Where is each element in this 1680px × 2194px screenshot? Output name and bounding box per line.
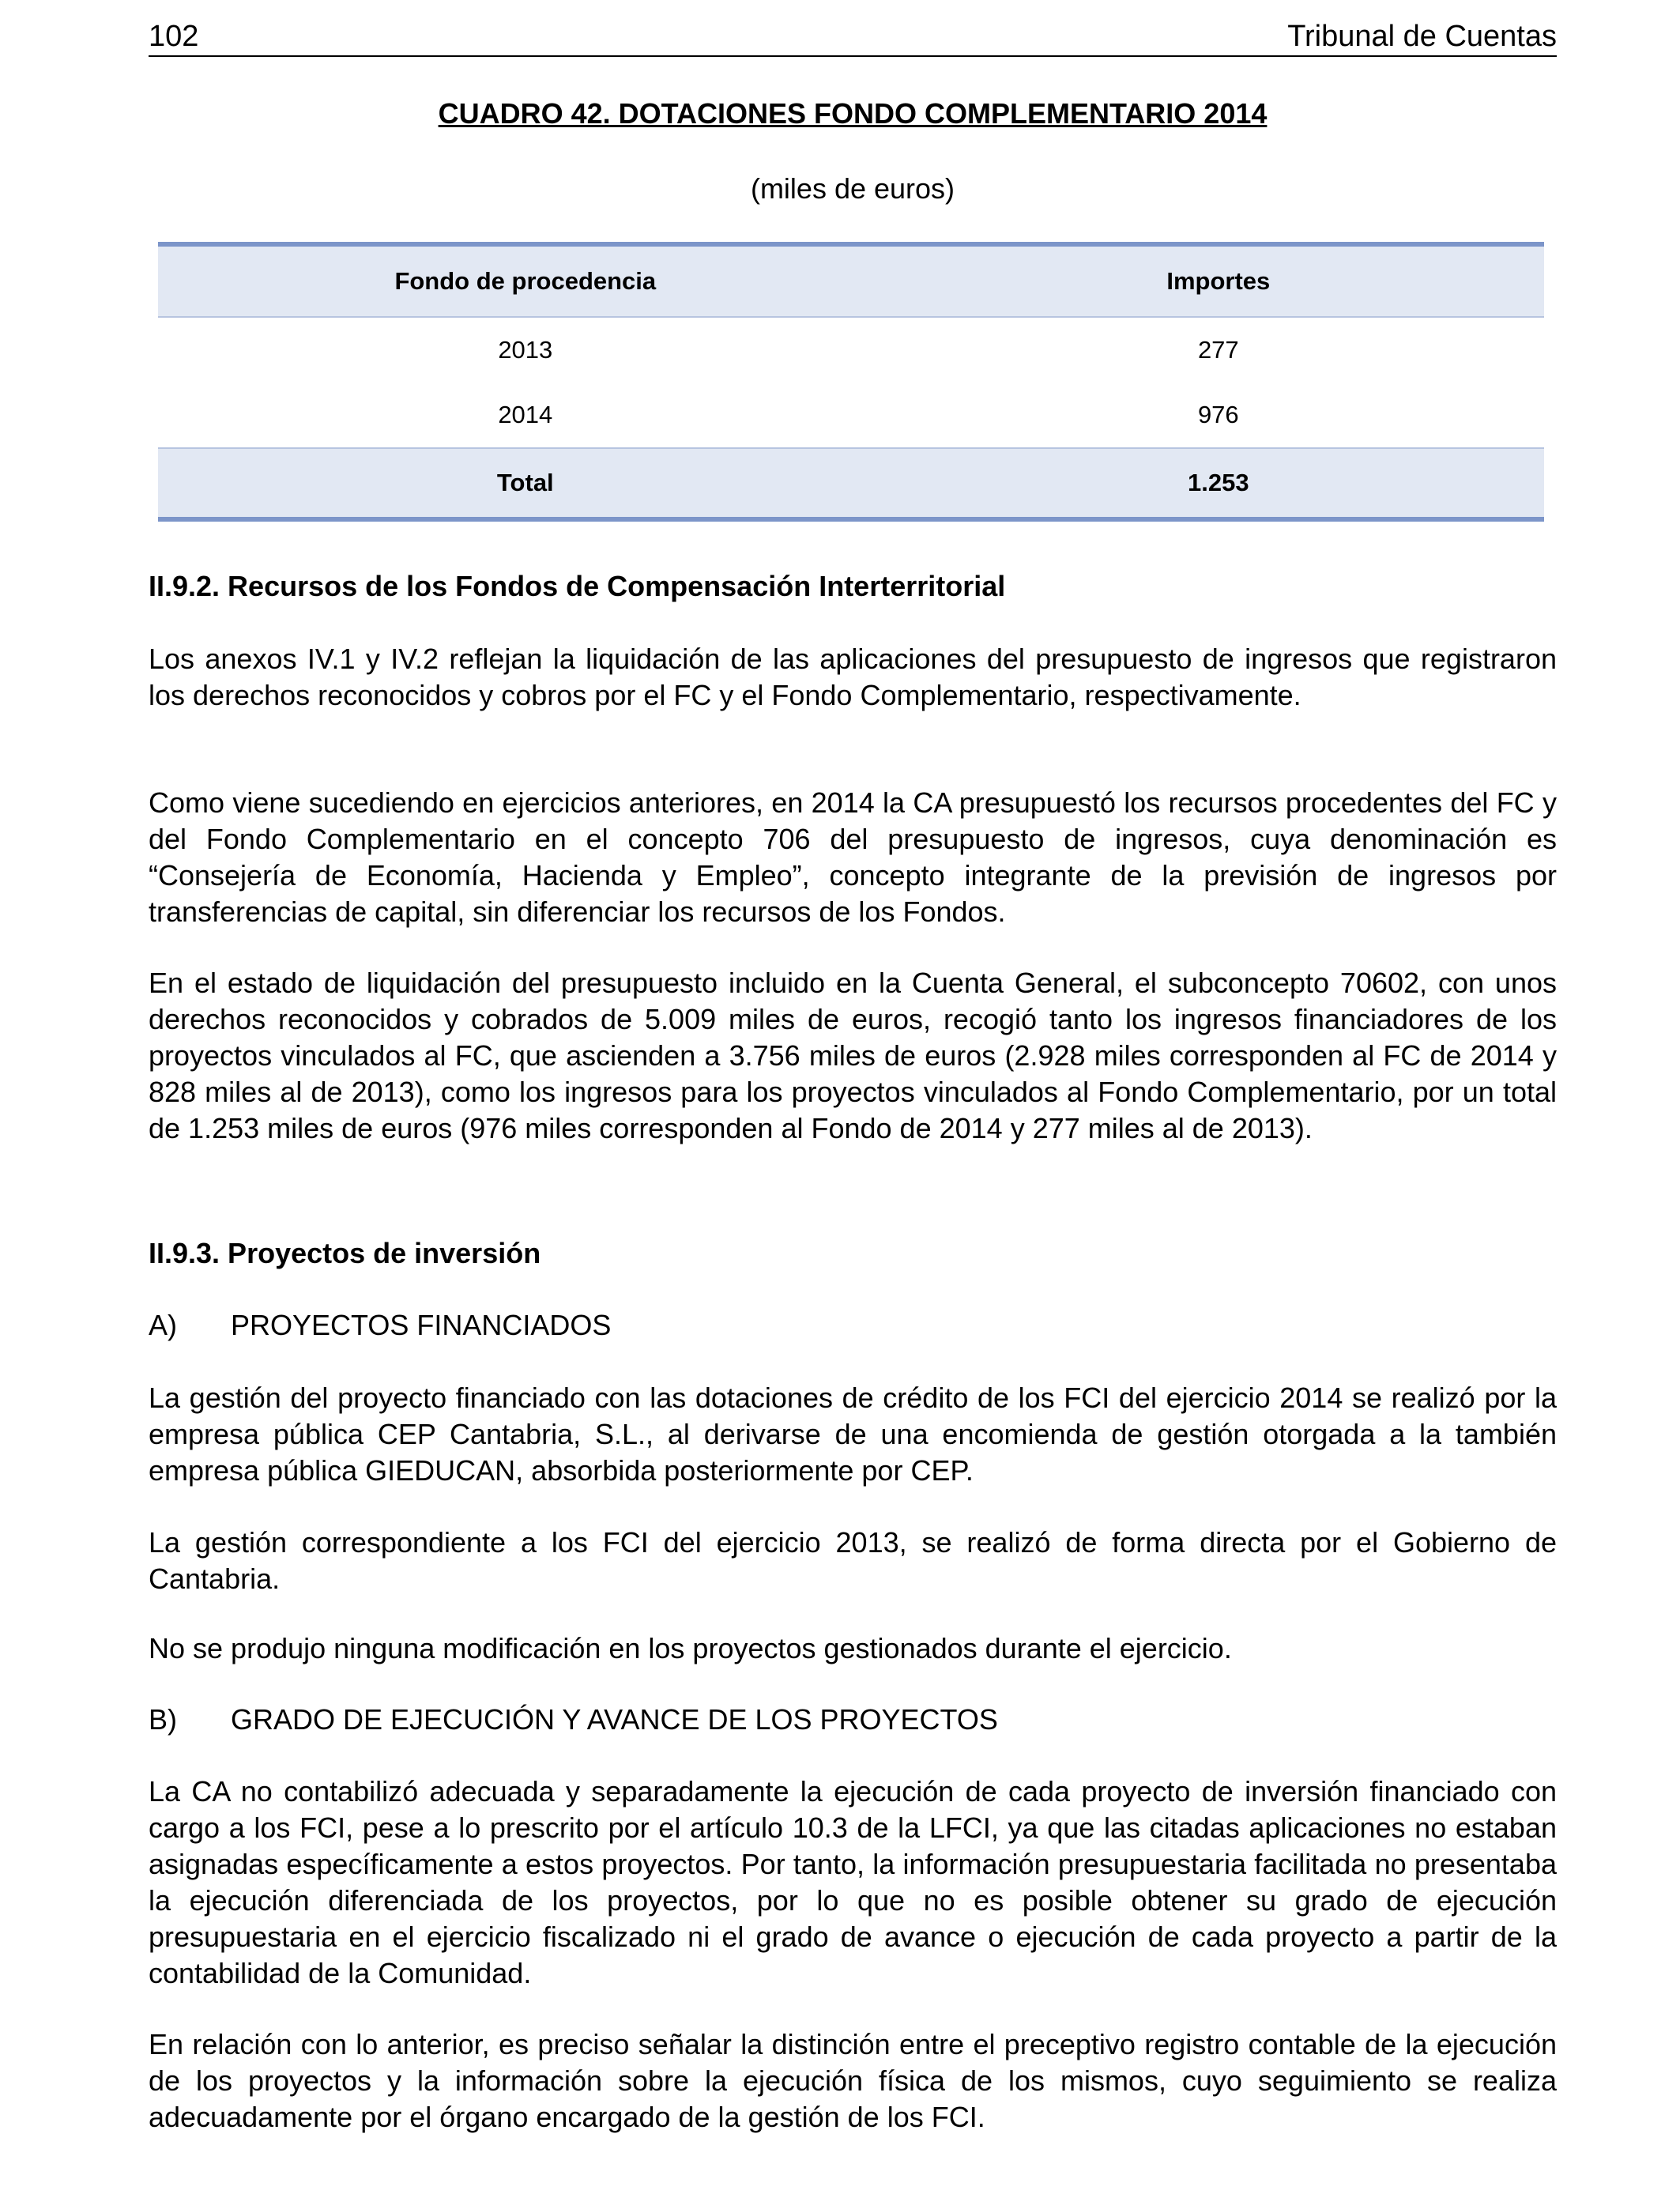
page-number: 102	[149, 20, 199, 53]
paragraph-block	[149, 1525, 1557, 1597]
cell-fondo: 2014	[498, 401, 553, 428]
table-total-row	[158, 448, 1544, 519]
paragraph-block	[149, 1774, 1557, 1992]
paragraph: En el estado de liquidación del presupuesto incluido en la Cuenta General, el subconcepto 70602, con unos derechos reconocidos y cobrados de 5.009 miles de euros, recogió tanto los ingresos financiadores de los proyectos vinculados al FC, que ascienden a 3.756 miles de euros (2.928 miles corresponden al FC de 2014 y 828 miles al de 2013), como los ingresos para los proyectos vinculados al Fondo Complementario, por un total de 1.253 miles de euros (976 miles corresponden al Fondo de 2014 y 277 miles al de 2013).	[149, 967, 1557, 1144]
cell-total-label: Total	[496, 469, 554, 496]
paragraph: Como viene sucediendo en ejercicios anteriores, en 2014 la CA presupuestó los recursos procedentes del FC y del Fondo Complementario en el concepto 706 del presupuesto de ingresos, cuya denominación es “Consejería de Economía, Hacienda y Empleo”, concepto integrante de la previsión de ingresos por transferencias de capital, sin diferenciar los recursos de los Fondos.	[149, 786, 1557, 928]
section-heading: II.9.3. Proyectos de inversión	[149, 1237, 541, 1269]
list-marker: A)	[149, 1309, 177, 1341]
cell-importe: 976	[1197, 401, 1239, 428]
table-row	[158, 383, 1544, 448]
running-title: Tribunal de Cuentas	[1287, 20, 1557, 53]
table-header-row	[158, 244, 1544, 317]
cell-total-importe: 1.253	[1188, 469, 1249, 496]
subsection-a-heading	[149, 1307, 1557, 1344]
paragraph-block	[149, 2026, 1557, 2136]
subsection-title: PROYECTOS FINANCIADOS	[231, 1309, 612, 1341]
table-units: (miles de euros)	[750, 172, 955, 205]
paragraph: La gestión del proyecto financiado con las dotaciones de crédito de los FCI del ejercicio 2014 se realizó por la empresa pública CEP Cantabria, S.L., al derivarse de una encomienda de gestión otorgada a la también empresa pública GIEDUCAN, absorbida posteriormente por CEP.	[149, 1382, 1557, 1487]
subsection-title: GRADO DE EJECUCIÓN Y AVANCE DE LOS PROYECTOS	[231, 1703, 998, 1736]
paragraph: En relación con lo anterior, es preciso señalar la distinción entre el preceptivo registro contable de la ejecución de los proyectos y la información sobre la ejecución física de los mismos, cuyo seguimiento se realiza adecuadamente por el órgano encargado de la gestión de los FCI.	[149, 2028, 1557, 2133]
cell-importe: 277	[1197, 336, 1239, 364]
section-292-heading-block	[149, 568, 1557, 605]
paragraph-block	[149, 641, 1557, 714]
cell-fondo: 2013	[498, 336, 553, 364]
paragraph-block	[149, 965, 1557, 1147]
table-title	[149, 97, 1557, 130]
table-title-text: CUADRO 42. DOTACIONES FONDO COMPLEMENTARIO 2014	[438, 97, 1268, 130]
subsection-b-heading	[149, 1702, 1557, 1738]
paragraph: Los anexos IV.1 y IV.2 reflejan la liquidación de las aplicaciones del presupuesto de ingresos que registraron los derechos reconocidos y cobros por el FC y el Fondo Complementario, respectivamente.	[149, 643, 1557, 711]
fund-table	[158, 242, 1544, 522]
paragraph-block	[149, 785, 1557, 930]
paragraph-block	[149, 1630, 1557, 1667]
section-293-heading-block	[149, 1235, 1557, 1272]
column-header-importes: Importes	[1166, 267, 1271, 295]
column-header-fondo: Fondo de procedencia	[394, 267, 657, 295]
paragraph: La gestión correspondiente a los FCI del ejercicio 2013, se realizó de forma directa por el Gobierno de Cantabria.	[149, 1526, 1557, 1595]
table-row	[158, 317, 1544, 383]
paragraph: La CA no contabilizó adecuada y separadamente la ejecución de cada proyecto de inversión financiado con cargo a los FCI, pese a lo prescrito por el artículo 10.3 de la LFCI, ya que las citadas aplicaciones no estaban asignadas específicamente a estos proyectos. Por tanto, la información presupuestaria facilitada no presentaba la ejecución diferenciada de los proyectos, por lo que no es posible obtener su grado de ejecución presupuestaria en el ejercicio fiscalizado ni el grado de avance o ejecución de cada proyecto a partir de la contabilidad de la Comunidad.	[149, 1775, 1557, 1989]
list-marker: B)	[149, 1703, 177, 1736]
paragraph-block	[149, 1380, 1557, 1489]
section-heading: II.9.2. Recursos de los Fondos de Compensación Interterritorial	[149, 570, 1006, 602]
paragraph: No se produjo ninguna modificación en los proyectos gestionados durante el ejercicio.	[149, 1632, 1232, 1664]
page-header	[149, 14, 1557, 57]
